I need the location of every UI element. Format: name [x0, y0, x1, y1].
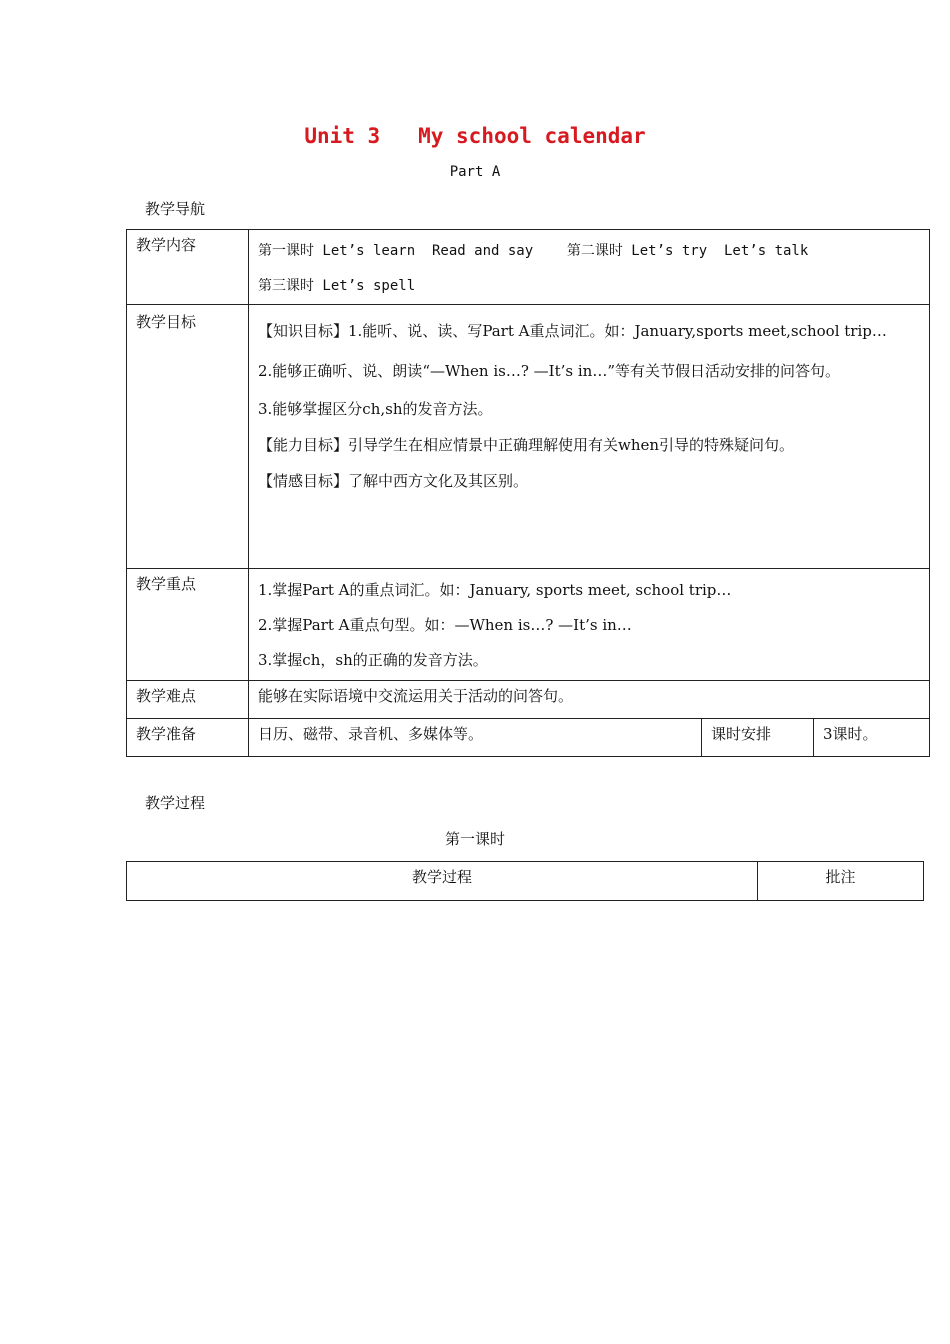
- objective-line: 【知识目标】1.能听、说、读、写Part A重点词汇。如：January,sports meet,school trip…: [258, 322, 887, 340]
- content-line: 第三课时 Let’s spell: [258, 278, 416, 294]
- schedule-label-cell: 课时安排: [702, 719, 814, 757]
- row-label-key-points: 教学重点: [127, 569, 249, 681]
- notes-header-cell: 批注: [758, 862, 924, 901]
- prep-cell: 日历、磁带、录音机、多媒体等。: [249, 719, 702, 757]
- objective-line: 2.能够正确听、说、朗读“—When is…? —It’s in…”等有关节假日活动安排的问答句。: [258, 362, 840, 380]
- table-row: [127, 305, 930, 569]
- document-title: Unit 3 My school calendar: [304, 124, 646, 148]
- objective-line: 【能力目标】引导学生在相应情景中正确理解使用有关when引导的特殊疑问句。: [258, 436, 795, 454]
- table-row: [127, 569, 930, 681]
- section-heading-process: 教学过程: [145, 794, 206, 812]
- table-row: [127, 681, 930, 719]
- key-point-line: 3.掌握ch，sh的正确的发音方法。: [258, 651, 488, 669]
- objective-line: 3.能够掌握区分ch,sh的发音方法。: [258, 400, 493, 418]
- content-line: 第一课时 Let’s learn Read and say 第二课时 Let’s try Let’s talk: [258, 243, 809, 259]
- content-cell: [249, 230, 930, 305]
- table-row: [127, 230, 930, 305]
- key-point-line: 1.掌握Part A的重点词汇。如：January, sports meet, school trip…: [258, 581, 732, 599]
- key-points-cell: [249, 569, 930, 681]
- table-row: [127, 719, 930, 757]
- document-subtitle: Part A: [449, 164, 501, 180]
- process-table: [126, 861, 924, 901]
- lesson-title: 第一课时: [444, 830, 505, 848]
- row-label-difficulty: 教学难点: [127, 681, 249, 719]
- process-header-cell: 教学过程: [127, 862, 758, 901]
- schedule-value-cell: 3课时。: [814, 719, 930, 757]
- difficulty-cell: 能够在实际语境中交流运用关于活动的问答句。: [249, 681, 930, 719]
- objectives-cell: [249, 305, 930, 569]
- objective-line: 【情感目标】了解中西方文化及其区别。: [258, 472, 529, 490]
- key-point-line: 2.掌握Part A重点句型。如：—When is…? —It’s in…: [258, 616, 632, 634]
- table-row: [127, 862, 924, 901]
- row-label-content: 教学内容: [127, 230, 249, 305]
- section-heading-nav: 教学导航: [145, 200, 206, 218]
- teaching-guide-table: [126, 229, 930, 757]
- row-label-prep: 教学准备: [127, 719, 249, 757]
- row-label-objectives: 教学目标: [127, 305, 249, 569]
